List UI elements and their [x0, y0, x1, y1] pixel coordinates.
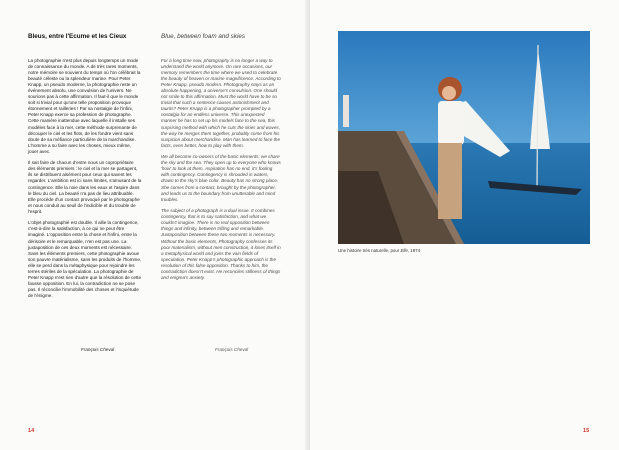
caption-magazine: Elle	[400, 248, 408, 253]
left-page	[0, 0, 309, 450]
french-text-column	[28, 58, 142, 305]
english-text-column	[161, 58, 281, 286]
author-signature-english: François Cheval	[215, 347, 249, 352]
french-paragraph: Il sait faire de chacun d'entre nous un copropriétaire des éléments premiers : le ciel et la mer se partagent, ils se distribuent aisément pour ceux qui savent les regarder. L'ambition est ici sans limites, s'amusant de la contingence. Elle la noie dans les eaux et l'aspire dans le bleu du ciel. La beauté n'a pas de lieu attribuable. Elle procède d'un contact provoqué par le photographe et nous conduit au seuil de l'indicible et du trouble de l'esprit.	[28, 160, 142, 214]
french-paragraph: L'objet photographié est double. Il allie la contingence, c'est-à-dire la satisfaction, à ce qui ne peut être imaginé. L'opposition entre la chose et l'infini, entre la dérisoire et le remarquable, n'en est pas une. La juxtaposition de ces deux moments est nécessaire. Sans les éléments premiers, cette photographie avoue son pauvre matérialisme, sans les produits de l'homme, elle se perd dans la métaphysique pour rejoindre les terres stériles de la spéculation. La photographie de Peter Knapp n'est rien d'autre que la résolution de cette fausse opposition. En lui, la contradiction ne se pose pas. Il réconcilie l'immobilité des choses et l'inquiétude de l'énigme.	[28, 220, 142, 298]
page-title-french: Bleus, entre l'Ecume et les Cieux	[28, 33, 127, 40]
photo-model-body	[438, 101, 464, 145]
english-paragraph: We all become co-owners of the basic elements: we share the sky and the sea. They open up to everyone who knows 'how' to look at them. Aspiration has no end, it's fooling with contingency. Contingency is shrouded in waters, drawn to the sky's blue color. Beauty has no strong place. She comes from a contact, brought by the photographer, and leads us to the boundary from unutterable and mind troubles.	[161, 154, 281, 202]
caption-prefix: Une histoire très naturelle, pour	[338, 248, 401, 253]
photo-model-trousers	[438, 143, 462, 219]
photo-lighthouse	[343, 95, 349, 127]
photo-caption	[338, 248, 420, 253]
page-title-english: Blue, between foam and skies	[161, 33, 246, 40]
author-signature-french: François Cheval	[81, 347, 115, 352]
english-paragraph: The subject of a photograph is a dual issue. It combines contingency, that is to say satisfaction, and what we couldn't imagine. There is no real opposition between things and infinity, between trifling and remarkable. Juxtaposition between these two moments is necessary. Without the basic elements, Photography confesses its poor materialism, without men construction, it loses itself in a metaphysical world and joins the vain fields of speculation. Peter Knapp's photographic approach is the resolution of this false opposition. Thanks to him, the contradiction doesn't exist. He reconciles stillness of things and enigma's anxiety.	[161, 208, 281, 280]
page-number-right: 15	[583, 428, 590, 434]
caption-suffix: , 1974	[407, 248, 421, 253]
photo-model-face	[442, 86, 456, 100]
page-number-left: 14	[28, 428, 35, 434]
fashion-photo-pier	[338, 31, 590, 244]
french-paragraph: La photographie n'est plus depuis longtemps un mode de connaissance du monde. A de très rares moments, notre mémoire se souvient du temps où l'on célébrait la beauté céleste ou la splendeur marine. Pour Peter Knapp, un pseudo moderne, la photographie reste un événement absolu, une convulsion de l'univers. Ne sourions pas à cette affirmation. Il faut-il que le monde soit si trivial pour qu'une telle proposition provoque étonnement et railleries ! Par sa nostalgie de l'infini, Peter Knapp exerce sa profession de photographe. Cette manière inattendue avec laquelle il installe ses modèles face à la mer, cette méthode surprenante de découper le ciel et les flots, de les fondre vient sans doute de sa méfiance particulière de la marchandise. L'homme a su faire avec les choses, mieux même, jouer avec.	[28, 58, 141, 154]
english-paragraph: For a long time now, photography is no longer a way to understand the world anymore. On rare occasions, our memory remembers the time where we used to celebrate the beauty of heaven or marine magnificence. According to Peter Knapp, pseudo modern. Photography stays as an absolute happening, a universe's convulsion. One should not smile to this affirmation. Must the world have to be so trivial that such a sentence causes astonishment and taunts? Peter Knapp is a photographer prompted by a nostalgia for an endless universe. This unexpected manner he has to set up his models face to the sea, this surprising method with which he cuts the skies and waves, the way he merges them together, probably come from his suspicion about merchandise. Man has learned to face the facts, even better, how to play with them.	[161, 58, 281, 148]
